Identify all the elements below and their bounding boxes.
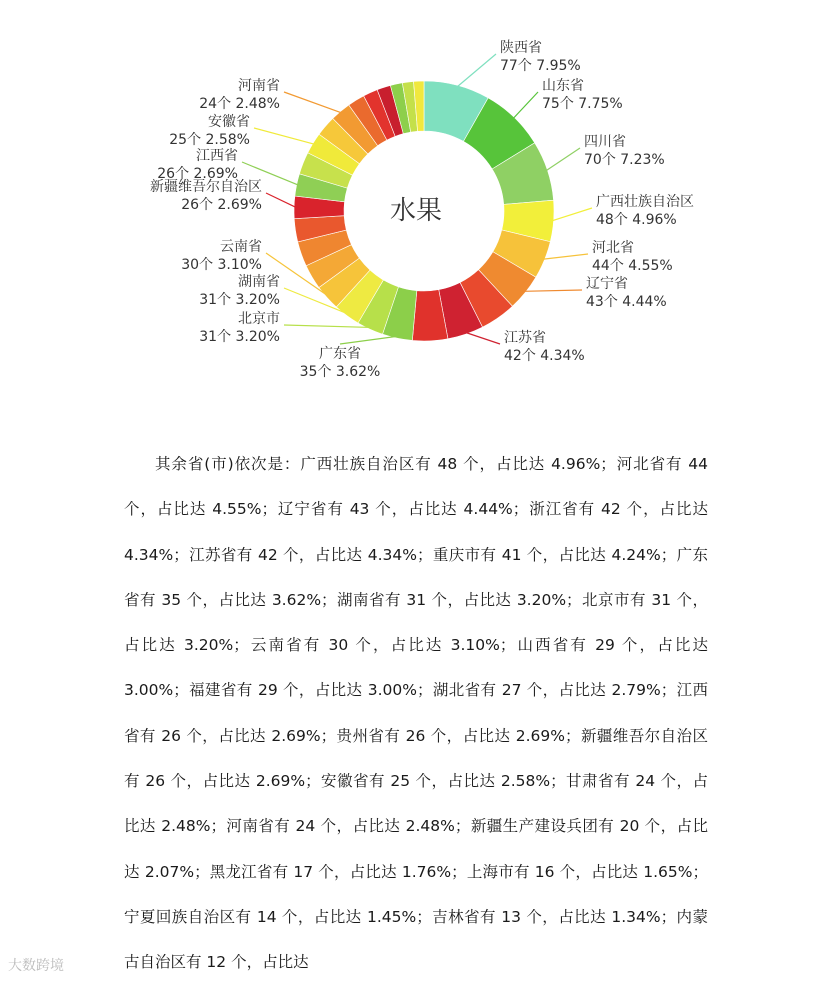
slice-label-value: 48个 4.96% bbox=[596, 212, 677, 228]
chart-title: 水果 bbox=[389, 196, 443, 226]
leader-line-22 bbox=[284, 92, 342, 113]
leader-line-4 bbox=[552, 208, 592, 221]
leader-line-3 bbox=[546, 148, 580, 171]
slice-label-value: 26个 2.69% bbox=[157, 166, 238, 182]
slice-label-value: 70个 7.23% bbox=[584, 152, 665, 168]
slice-label-value: 75个 7.75% bbox=[542, 96, 623, 112]
slice-label-value: 24个 2.48% bbox=[199, 96, 280, 112]
slice-label-name: 湖南省 bbox=[238, 274, 280, 290]
leader-line-5 bbox=[543, 254, 588, 259]
slice-label-name: 安徽省 bbox=[208, 114, 250, 130]
slice-label-value: 77个 7.95% bbox=[500, 58, 581, 74]
slice-label-value: 44个 4.55% bbox=[592, 258, 673, 274]
slice-label-name: 云南省 bbox=[220, 239, 262, 255]
slice-label-name: 江苏省 bbox=[504, 330, 546, 346]
slice-label-name: 广东省 bbox=[319, 346, 361, 362]
slice-label-value: 25个 2.58% bbox=[169, 132, 250, 148]
leader-line-20 bbox=[254, 128, 315, 144]
slice-label-value: 31个 3.20% bbox=[199, 329, 280, 345]
slice-label-name: 河南省 bbox=[238, 78, 280, 94]
leader-line-17 bbox=[266, 193, 296, 207]
slice-label-name: 新疆维吾尔自治区 bbox=[150, 179, 262, 195]
slice-label-value: 26个 2.69% bbox=[181, 197, 262, 213]
slice-label-name: 北京市 bbox=[238, 311, 280, 327]
slice-label-name: 山东省 bbox=[542, 78, 584, 94]
body-paragraph: 其余省(市)依次是：广西壮族自治区有 48 个，占比达 4.96%；河北省有 44 个，占比达 4.55%；辽宁省有 43 个，占比达 4.44%；浙江省有 42 个，占比达 4.34%；江苏省有 42 个，占比达 4.34%；重庆市有 41 个，占比达 4.24%；广东省有 35 个，占比达 3.62%；湖南省有 31 个，占比达 3.20%；北京市有 31 个，占比达 3.20%；云南省有 30 个，占比达 3.10%；山西省有 29 个，占比达 3.00%；福建省有 29 个，占比达 3.00%；湖北省有 27 个，占比达 2.79%；江西省有 26 个，占比达 2.69%；贵州省有 26 个，占比达 2.69%；新疆维吾尔自治区有 26 个，占比达 2.69%；安徽省有 25 个，占比达 2.58%；甘肃省有 24 个，占比达 2.48%；河南省有 24 个，占比达 2.48%；新疆生产建设兵团有 20 个，占比达 2.07%；黑龙江省有 17 个，占比达 1.76%；上海市有 16 个，占比达 1.65%；宁夏回族自治区有 14 个，占比达 1.45%；吉林省有 13 个，占比达 1.34%；内蒙古自治区有 12 个，占比达 bbox=[124, 455, 709, 972]
slice-label-value: 31个 3.20% bbox=[199, 292, 280, 308]
donut-chart bbox=[0, 0, 826, 420]
slice-label-name: 河北省 bbox=[592, 240, 634, 256]
leader-line-6 bbox=[524, 290, 582, 291]
slice-label-name: 陕西省 bbox=[500, 40, 542, 56]
watermark-text: 大数跨境 bbox=[8, 958, 64, 974]
leader-line-2 bbox=[513, 92, 538, 119]
leader-line-8 bbox=[465, 332, 500, 344]
slice-label-name: 四川省 bbox=[584, 134, 626, 150]
slice-label-name: 江西省 bbox=[196, 148, 238, 164]
slice-label-value: 35个 3.62% bbox=[299, 364, 381, 380]
slice-label-value: 30个 3.10% bbox=[181, 257, 262, 273]
slice-label-name: 广西壮族自治区 bbox=[596, 194, 694, 210]
leader-line-11 bbox=[284, 325, 371, 327]
slice-label-value: 43个 4.44% bbox=[586, 294, 667, 310]
leader-line-1 bbox=[457, 54, 496, 87]
slice-label-value: 42个 4.34% bbox=[504, 348, 585, 364]
slice-label-name: 辽宁省 bbox=[586, 276, 628, 292]
leader-line-10 bbox=[340, 336, 398, 344]
